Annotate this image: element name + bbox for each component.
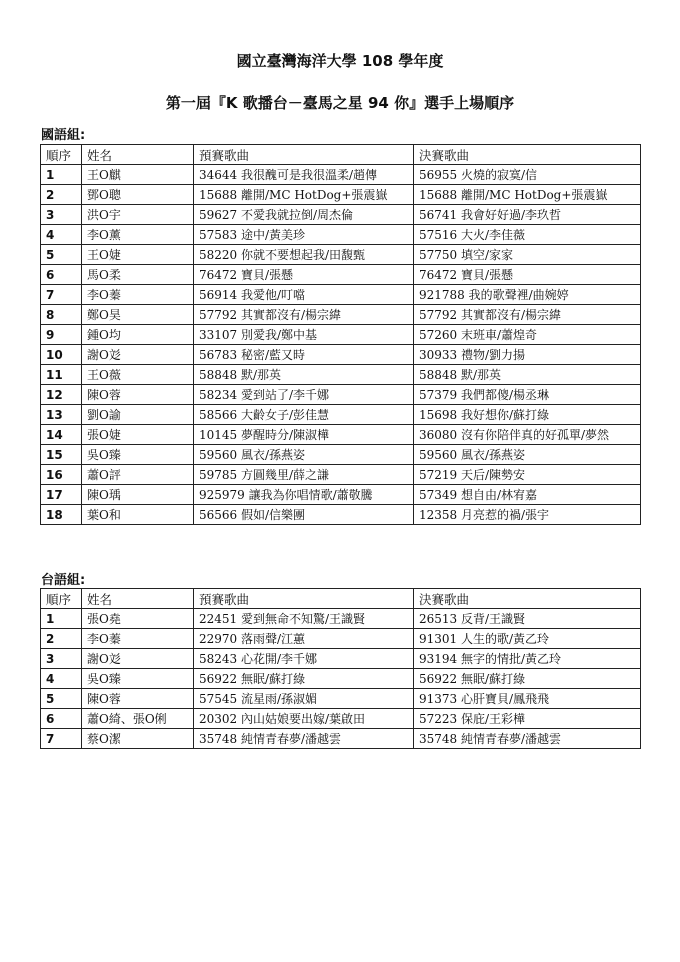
- final-song-cell: 56741 我會好好過/李玖哲: [414, 205, 641, 225]
- contestant-name-cell: 蕭O綺、張O俐: [82, 709, 194, 729]
- prelim-song-cell: 56922 無眠/蘇打綠: [194, 669, 414, 689]
- table-row: [41, 265, 641, 285]
- final-song-cell: 76472 寶貝/張懸: [414, 265, 641, 285]
- prelim-song-cell: 56783 秘密/藍又時: [194, 345, 414, 365]
- header-name: 姓名: [82, 145, 194, 165]
- contestant-name-cell: 葉O和: [82, 505, 194, 525]
- contestant-name-cell: 王O婕: [82, 245, 194, 265]
- table-row: [41, 505, 641, 525]
- prelim-song-cell: 58234 愛到站了/李千娜: [194, 385, 414, 405]
- table-row: [41, 245, 641, 265]
- final-song-cell: 57792 其實都沒有/楊宗緯: [414, 305, 641, 325]
- final-song-cell: 57260 末班車/蕭煌奇: [414, 325, 641, 345]
- order-cell: 6: [41, 709, 82, 729]
- contestant-name-cell: 張O婕: [82, 425, 194, 445]
- table-row: [41, 385, 641, 405]
- final-song-cell: 57223 保庇/王彩樺: [414, 709, 641, 729]
- final-song-cell: 15698 我好想你/蘇打綠: [414, 405, 641, 425]
- final-song-cell: 56955 火燒的寂寞/信: [414, 165, 641, 185]
- order-cell: 15: [41, 445, 82, 465]
- order-cell: 13: [41, 405, 82, 425]
- mandarin-section-label: 國語組:: [41, 128, 86, 143]
- header-order: 順序: [41, 589, 82, 609]
- prelim-song-cell: 59627 不愛我就拉倒/周杰倫: [194, 205, 414, 225]
- contestant-name-cell: 鄭O昊: [82, 305, 194, 325]
- prelim-song-cell: 59785 方圓幾里/薛之謙: [194, 465, 414, 485]
- prelim-song-cell: 58243 心花開/李千娜: [194, 649, 414, 669]
- final-song-cell: 921788 我的歌聲裡/曲婉婷: [414, 285, 641, 305]
- header-name: 姓名: [82, 589, 194, 609]
- contestant-name-cell: 陳O瑀: [82, 485, 194, 505]
- final-song-cell: 58848 默/那英: [414, 365, 641, 385]
- table-row: [41, 205, 641, 225]
- taiwanese-lineup-table: [40, 588, 641, 749]
- header-final-song: 決賽歌曲: [414, 145, 641, 165]
- contestant-name-cell: 吳O臻: [82, 669, 194, 689]
- contestant-name-cell: 吳O臻: [82, 445, 194, 465]
- table-row: [41, 165, 641, 185]
- table-row: [41, 285, 641, 305]
- contestant-name-cell: 陳O蓉: [82, 689, 194, 709]
- table-row: [41, 185, 641, 205]
- table-row: [41, 465, 641, 485]
- prelim-song-cell: 58848 默/那英: [194, 365, 414, 385]
- mandarin-lineup-table: [40, 144, 641, 525]
- contestant-name-cell: 洪O宇: [82, 205, 194, 225]
- document-subtitle: 第一屆『K 歌播台－臺馬之星 94 你』選手上場順序: [165, 94, 515, 112]
- header-order: 順序: [41, 145, 82, 165]
- final-song-cell: 91301 人生的歌/黃乙玲: [414, 629, 641, 649]
- prelim-song-cell: 57792 其實都沒有/楊宗緯: [194, 305, 414, 325]
- table-row: [41, 445, 641, 465]
- final-song-cell: 57349 想自由/林宥嘉: [414, 485, 641, 505]
- contestant-name-cell: 李O蓁: [82, 629, 194, 649]
- header-prelim-song: 預賽歌曲: [194, 589, 414, 609]
- order-cell: 4: [41, 669, 82, 689]
- order-cell: 2: [41, 185, 82, 205]
- table-row: [41, 325, 641, 345]
- header-final-song: 決賽歌曲: [414, 589, 641, 609]
- prelim-song-cell: 34644 我很醜可是我很溫柔/趙傳: [194, 165, 414, 185]
- contestant-name-cell: 王O麒: [82, 165, 194, 185]
- order-cell: 16: [41, 465, 82, 485]
- prelim-song-cell: 57583 途中/黃美珍: [194, 225, 414, 245]
- final-song-cell: 36080 沒有你陪伴真的好孤單/夢然: [414, 425, 641, 445]
- order-cell: 7: [41, 285, 82, 305]
- final-song-cell: 35748 純情青春夢/潘越雲: [414, 729, 641, 749]
- order-cell: 5: [41, 245, 82, 265]
- order-cell: 6: [41, 265, 82, 285]
- order-cell: 4: [41, 225, 82, 245]
- order-cell: 1: [41, 165, 82, 185]
- contestant-name-cell: 鍾O均: [82, 325, 194, 345]
- table-header-row: [41, 145, 641, 165]
- order-cell: 14: [41, 425, 82, 445]
- order-cell: 11: [41, 365, 82, 385]
- final-song-cell: 56922 無眠/蘇打綠: [414, 669, 641, 689]
- final-song-cell: 30933 禮物/劉力揚: [414, 345, 641, 365]
- table-row: [41, 689, 641, 709]
- table-row: [41, 425, 641, 445]
- table-row: [41, 305, 641, 325]
- table-row: [41, 225, 641, 245]
- prelim-song-cell: 58566 大齡女子/彭佳慧: [194, 405, 414, 425]
- prelim-song-cell: 22451 愛到無命不知驚/王識賢: [194, 609, 414, 629]
- prelim-song-cell: 76472 寶貝/張懸: [194, 265, 414, 285]
- prelim-song-cell: 58220 你就不要想起我/田馥甄: [194, 245, 414, 265]
- prelim-song-cell: 56566 假如/信樂團: [194, 505, 414, 525]
- prelim-song-cell: 20302 內山姑娘要出嫁/葉啟田: [194, 709, 414, 729]
- order-cell: 2: [41, 629, 82, 649]
- prelim-song-cell: 56914 我愛他/叮噹: [194, 285, 414, 305]
- taiwanese-section-label: 台語組:: [41, 573, 86, 588]
- table-row: [41, 709, 641, 729]
- final-song-cell: 15688 離開/MC HotDog+張震嶽: [414, 185, 641, 205]
- final-song-cell: 93194 無字的情批/黃乙玲: [414, 649, 641, 669]
- prelim-song-cell: 10145 夢醒時分/陳淑樺: [194, 425, 414, 445]
- final-song-cell: 12358 月亮惹的禍/張宇: [414, 505, 641, 525]
- contestant-name-cell: 謝O彣: [82, 649, 194, 669]
- prelim-song-cell: 15688 離開/MC HotDog+張震嶽: [194, 185, 414, 205]
- table-row: [41, 405, 641, 425]
- order-cell: 8: [41, 305, 82, 325]
- prelim-song-cell: 59560 風衣/孫燕姿: [194, 445, 414, 465]
- order-cell: 12: [41, 385, 82, 405]
- table-header-row: [41, 589, 641, 609]
- order-cell: 7: [41, 729, 82, 749]
- table-row: [41, 345, 641, 365]
- contestant-name-cell: 蕭O評: [82, 465, 194, 485]
- order-cell: 18: [41, 505, 82, 525]
- prelim-song-cell: 22970 落雨聲/江蕙: [194, 629, 414, 649]
- final-song-cell: 59560 風衣/孫燕姿: [414, 445, 641, 465]
- prelim-song-cell: 57545 流星雨/孫淑媚: [194, 689, 414, 709]
- header-prelim-song: 預賽歌曲: [194, 145, 414, 165]
- table-row: [41, 629, 641, 649]
- contestant-name-cell: 張O堯: [82, 609, 194, 629]
- order-cell: 10: [41, 345, 82, 365]
- contestant-name-cell: 王O薇: [82, 365, 194, 385]
- contestant-name-cell: 劉O諭: [82, 405, 194, 425]
- contestant-name-cell: 李O薰: [82, 225, 194, 245]
- contestant-name-cell: 李O蓁: [82, 285, 194, 305]
- final-song-cell: 26513 反背/王識賢: [414, 609, 641, 629]
- table-row: [41, 649, 641, 669]
- prelim-song-cell: 33107 別愛我/鄭中基: [194, 325, 414, 345]
- prelim-song-cell: 925979 讓我為你唱情歌/蕭敬騰: [194, 485, 414, 505]
- order-cell: 3: [41, 205, 82, 225]
- final-song-cell: 57750 填空/家家: [414, 245, 641, 265]
- contestant-name-cell: 鄧O聰: [82, 185, 194, 205]
- contestant-name-cell: 謝O彣: [82, 345, 194, 365]
- final-song-cell: 57219 天后/陳勢安: [414, 465, 641, 485]
- final-song-cell: 91373 心肝寶貝/鳳飛飛: [414, 689, 641, 709]
- final-song-cell: 57379 我們都傻/楊丞琳: [414, 385, 641, 405]
- order-cell: 3: [41, 649, 82, 669]
- table-row: [41, 609, 641, 629]
- table-row: [41, 485, 641, 505]
- order-cell: 1: [41, 609, 82, 629]
- order-cell: 9: [41, 325, 82, 345]
- contestant-name-cell: 陳O蓉: [82, 385, 194, 405]
- final-song-cell: 57516 大火/李佳薇: [414, 225, 641, 245]
- contestant-name-cell: 蔡O潔: [82, 729, 194, 749]
- document-title: 國立臺灣海洋大學 108 學年度: [236, 52, 444, 70]
- prelim-song-cell: 35748 純情青春夢/潘越雲: [194, 729, 414, 749]
- table-row: [41, 729, 641, 749]
- order-cell: 5: [41, 689, 82, 709]
- table-row: [41, 365, 641, 385]
- contestant-name-cell: 馬O柔: [82, 265, 194, 285]
- order-cell: 17: [41, 485, 82, 505]
- table-row: [41, 669, 641, 689]
